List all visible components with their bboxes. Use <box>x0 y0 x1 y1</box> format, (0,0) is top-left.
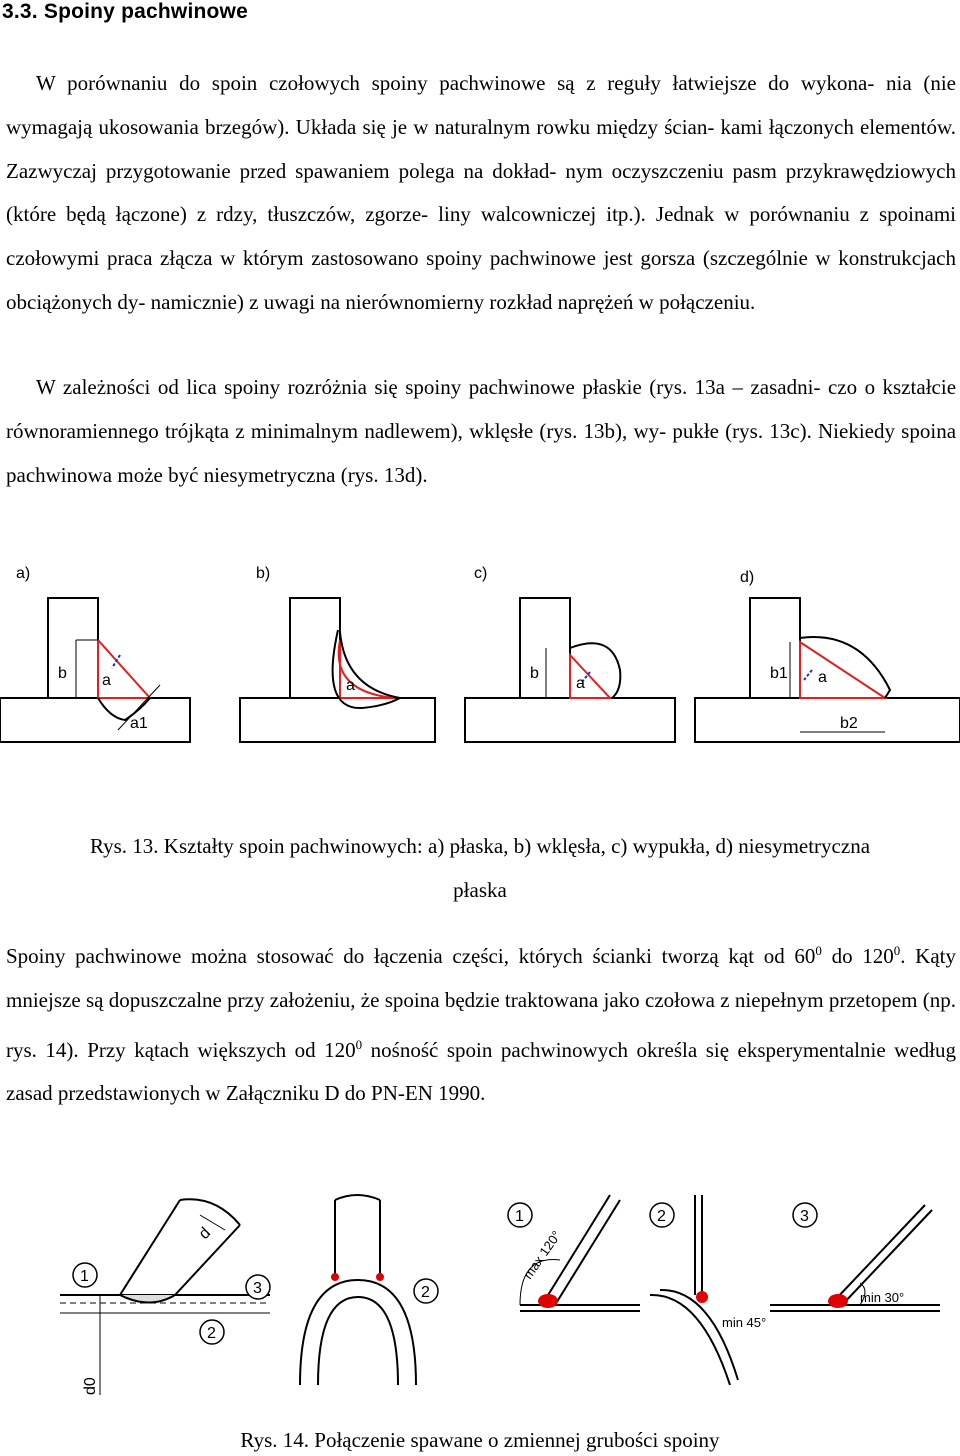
svg-text:b: b <box>58 665 67 682</box>
svg-text:b: b <box>530 665 539 682</box>
svg-text:b2: b2 <box>840 715 858 732</box>
dim-d: d <box>195 1224 215 1243</box>
figure-13-caption-line2: płaska <box>453 878 507 902</box>
svg-text:b1: b1 <box>770 665 788 682</box>
figure-14-caption: Rys. 14. Połączenie spawane o zmiennej grubości spoiny <box>240 1428 720 1452</box>
callout-3-left: 3 <box>253 1280 262 1297</box>
svg-text:a: a <box>576 675 585 692</box>
fig13-tag-d: d) <box>740 569 755 586</box>
angle-max-120: max 120° <box>520 1228 565 1282</box>
figure-14 <box>0 1185 960 1425</box>
figure-13 <box>0 560 960 820</box>
callout-2-right: 2 <box>657 1208 666 1225</box>
fig13-panel-b <box>240 598 435 742</box>
fig13-tag-a: a) <box>16 565 31 582</box>
angle-min-45: min 45° <box>722 1315 767 1330</box>
callout-2-left: 2 <box>207 1325 216 1342</box>
callout-2-mid: 2 <box>421 1284 430 1301</box>
fig13-tag-c: c) <box>474 565 488 582</box>
fig13-panel-c <box>465 598 675 742</box>
section-heading: 3.3. Spoiny pachwinowe <box>2 0 248 23</box>
callout-3-right: 3 <box>800 1208 809 1225</box>
figure-13-caption: Rys. 13. Kształty spoin pachwinowych: a) płaska, b) wklęsła, c) wypukła, d) niesymetryczna <box>89 834 871 858</box>
callout-1-left: 1 <box>80 1268 89 1285</box>
fig14-angled-pipe <box>60 1199 270 1395</box>
paragraph-1: W porównaniu do spoin czołowych spoiny pachwinowe są z reguły łatwiejsze do wykona- nia (nie wymagają ukosowania brzegów). Układa się je w naturalnym rowku między ścian- kami łączonych elementów. Zazwyczaj przygotowanie przed spawaniem polega na dokład- nym oczyszczeniu pasm przykrawędziowych (które będą łączone) z rdzy, tłuszczów, zgorze- liny walcowniczej itp.). Jednak w porównaniu z spoinami czołowymi praca złącza w którym zastosowano spoiny pachwinowe jest gorsza (szczególnie w konstrukcjach obciążonych dy- namicznie) z uwagi na nierównomierny rozkład naprężeń w połączeniu. <box>6 71 957 314</box>
fig14-vertical-pipe <box>300 1195 416 1385</box>
svg-text:a: a <box>102 672 111 689</box>
fig13-tag-b: b) <box>256 565 271 582</box>
svg-text:a1: a1 <box>130 715 148 732</box>
svg-text:a: a <box>818 669 827 686</box>
paragraph-2: W zależności od lica spoiny rozróżnia się spoiny pachwinowe płaskie (rys. 13a – zasadni- czo o kształcie równoramiennego trójkąta z minimalnym nadlewem), wklęsłe (rys. 13b), wy- pukłe (rys. 13c). Niekiedy spoina pachwinowa może być niesymetryczna (rys. 13d). <box>6 375 957 487</box>
fig13-panel-a <box>0 598 190 742</box>
svg-text:a: a <box>346 677 355 694</box>
paragraph-3: Spoiny pachwinowe można stosować do łączenia części, których ścianki tworzą kąt od $60^0$ do $120^0$. Kąty mniejsze są dopuszczalne przy założeniu, że spoina będzie traktowana jako czołowa z niepełnym przetopem (np. rys. 14). Przy kątach większych od $120^0$ nośność spoin pachwinowych określa się eksperymentalnie według zasad przedstawionych w Załączniku D do PN-EN 1990. <box>6 943 957 1106</box>
fig13-panel-d <box>695 598 960 742</box>
angle-min-30: min 30° <box>860 1290 905 1305</box>
dim-d0: d0 <box>82 1377 99 1395</box>
callout-1-right: 1 <box>515 1208 524 1225</box>
